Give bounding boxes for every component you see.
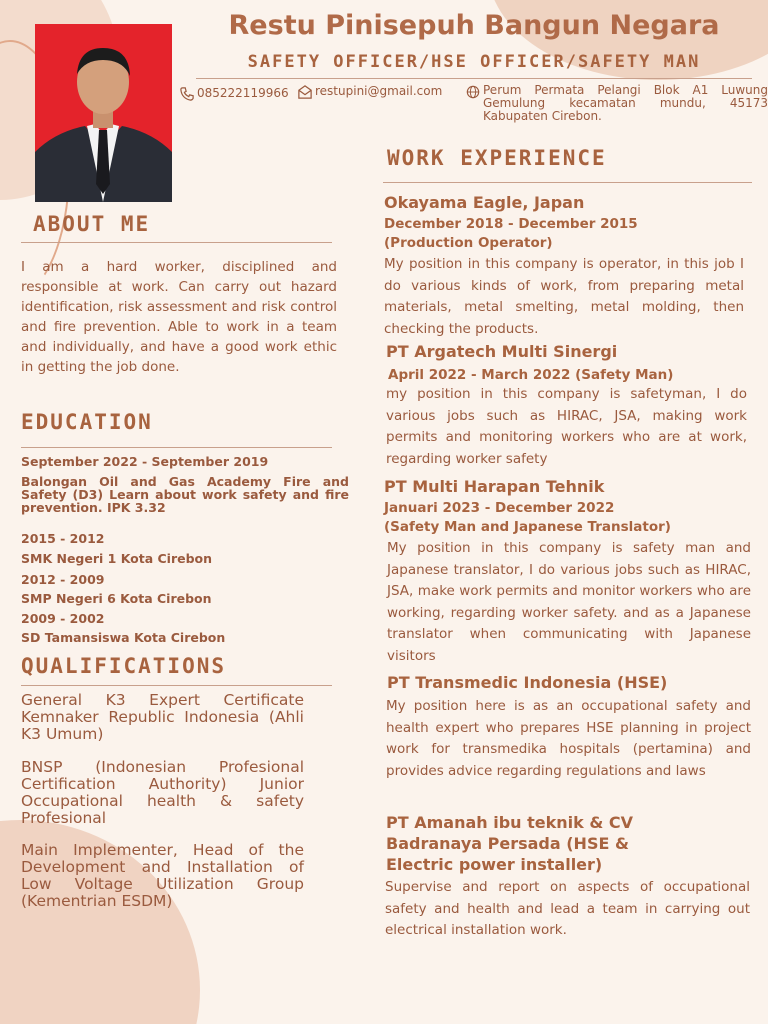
about-title: ABOUT ME	[33, 212, 151, 236]
job-position: (Safety Man and Japanese Translator)	[384, 519, 671, 535]
email-text: restupini@gmail.com	[315, 84, 443, 98]
job-meta	[384, 499, 671, 537]
job-period: Januari 2023 - December 2022	[384, 500, 615, 516]
education-divider	[21, 447, 332, 448]
globe-icon	[466, 85, 480, 99]
candidate-role: SAFETY OFFICER/HSE OFFICER/SAFETY MAN	[247, 52, 701, 72]
header-divider	[196, 78, 752, 79]
qualification-item: General K3 Expert Certificate Kemnaker Republic Indonesia (Ahli K3 Umum)	[21, 691, 304, 743]
mail-icon	[298, 85, 312, 99]
education-period: 2009 - 2002	[21, 611, 105, 626]
education-desc: Balongan Oil and Gas Academy Fire and Safety (D3) Learn about work safety and fire prevention. IPK 3.32	[21, 474, 349, 515]
education-item	[21, 531, 349, 566]
job-company: Okayama Eagle, Japan	[384, 193, 585, 212]
education-item	[21, 454, 349, 514]
phone-icon	[180, 87, 194, 101]
job-company: PT Argatech Multi Sinergi	[386, 342, 618, 361]
qualification-item: BNSP (Indonesian Profesional Certification Authority) Junior Occupational health & safety Profesional	[21, 758, 304, 827]
person-portrait-icon	[35, 24, 172, 202]
qualification-item: Main Implementer, Head of the Development and Installation of Low Voltage Utilization Group (Kementrian ESDM)	[21, 841, 304, 910]
job-company: PT Amanah ibu teknik & CV Badranaya Persada (HSE & Electric power installer)	[386, 813, 633, 874]
education-period: 2012 - 2009	[21, 572, 105, 587]
education-item	[21, 611, 349, 645]
education-desc: SMP Negeri 6 Kota Cirebon	[21, 591, 212, 606]
job-desc: My position in this company is safety man and Japanese translator, I do various jobs such as HIRAC, JSA, make work permits and monitor workers who are working, regarding worker safety. and as a Japanese translator when communicating with Japanese visitors	[387, 540, 751, 664]
job-period: April 2022 - March 2022 (Safety Man)	[388, 367, 674, 383]
contact-address	[466, 84, 768, 123]
education-title: EDUCATION	[21, 410, 153, 434]
education-desc: SMK Negeri 1 Kota Cirebon	[21, 551, 213, 566]
qualifications-title: QUALIFICATIONS	[21, 654, 227, 678]
job-desc: my position in this company is safetyman, I do various jobs such as HIRAC, JSA, making work permits and monitoring workers who are at work, regarding worker safety	[386, 386, 747, 467]
about-text: I am a hard worker, disciplined and responsible at work. Can carry out hazard identification, risk assessment and risk control and fire prevention. Able to work in a team and individually, and have a good work ethic in getting the job done.	[21, 259, 337, 375]
contact-email	[298, 84, 442, 99]
education-item	[21, 572, 349, 606]
contact-phone	[180, 86, 289, 101]
job-desc: My position in this company is operator, in this job I do various kinds of work, from preparing metal materials, metal smelting, metal molding, then checking the products.	[384, 256, 744, 337]
experience-title: WORK EXPERIENCE	[387, 146, 607, 170]
candidate-name: Restu Pinisepuh Bangun Negara	[228, 10, 720, 41]
profile-photo	[35, 24, 172, 202]
job-meta	[384, 215, 638, 253]
job-desc: My position here is as an occupational safety and health expert who prepares HSE planning in project work for transmedika hospitals (pertamina) and provides advice regarding regulations and laws	[386, 698, 751, 779]
qualifications-divider	[21, 685, 332, 686]
job-period: December 2018 - December 2015	[384, 216, 638, 232]
job-company: PT Transmedic Indonesia (HSE)	[387, 673, 668, 692]
job-company: PT Multi Harapan Tehnik	[384, 477, 605, 496]
job-position: (Production Operator)	[384, 235, 553, 251]
job-desc: Supervise and report on aspects of occupational safety and health and lead a team in carrying out electrical installation work.	[385, 879, 750, 938]
education-desc: SD Tamansiswa Kota Cirebon	[21, 630, 226, 645]
about-divider	[21, 242, 332, 243]
address-text: Perum Permata Pelangi Blok A1 Luwung Gemulung kecamatan mundu, 45173 Kabupaten Cirebon.	[483, 83, 768, 123]
phone-text: 085222119966	[197, 86, 289, 100]
education-period: September 2022 - September 2019	[21, 454, 269, 469]
education-period: 2015 - 2012	[21, 531, 105, 546]
experience-divider	[383, 182, 752, 183]
